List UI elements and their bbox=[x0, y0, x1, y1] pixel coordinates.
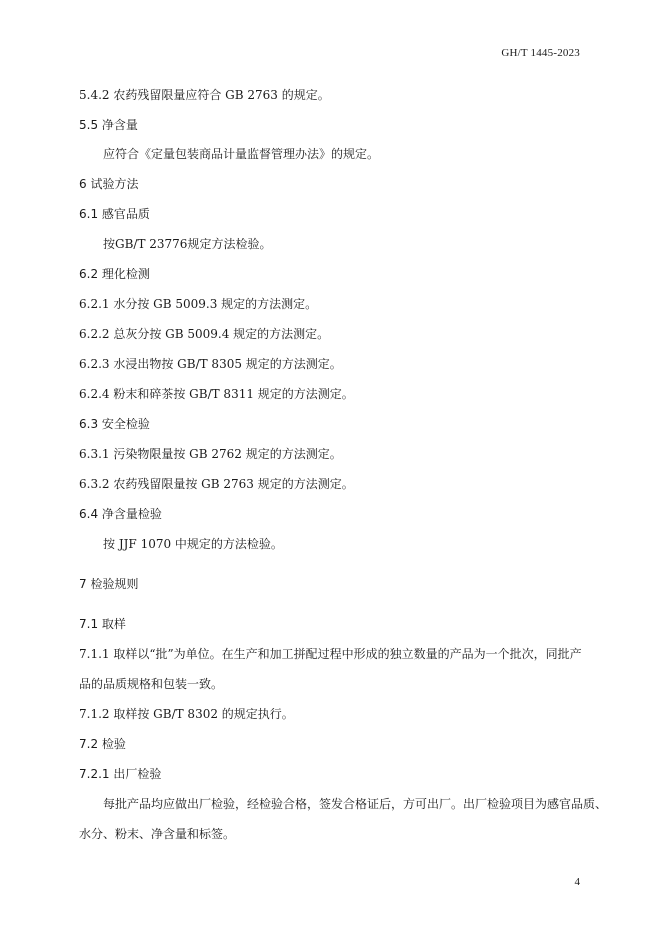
clause-5-4-2: 5.4.2 农药残留限量应符合 GB 2763 的规定。 bbox=[79, 88, 330, 102]
clause-5-5-text: 应符合《定量包装商品计量监督管理办法》的规定。 bbox=[103, 147, 380, 161]
section-7-2-heading: 7.2 检验 bbox=[79, 737, 126, 751]
clause-6-3-2: 6.3.2 农药残留限量按 GB 2763 规定的方法测定。 bbox=[79, 477, 354, 491]
section-6-3-heading: 6.3 安全检验 bbox=[79, 417, 150, 431]
clause-7-1-1-line2: 品的品质规格和包装一致。 bbox=[79, 677, 224, 691]
section-7-heading: 7 检验规则 bbox=[79, 577, 139, 591]
section-7-2-1-heading: 7.2.1 出厂检验 bbox=[79, 767, 162, 781]
standard-code-header: GH/T 1445-2023 bbox=[501, 47, 580, 59]
clause-6-2-4: 6.2.4 粉末和碎茶按 GB/T 8311 规定的方法测定。 bbox=[79, 387, 354, 401]
clause-7-1-1-line1: 7.1.1 取样以“批”为单位。在生产和加工拼配过程中形成的独立数量的产品为一个批次，同批产 bbox=[79, 647, 582, 661]
clause-6-1-text: 按GB/T 23776规定方法检验。 bbox=[103, 237, 272, 251]
page-number: 4 bbox=[574, 876, 580, 888]
clause-6-4-text: 按 JJF 1070 中规定的方法检验。 bbox=[103, 537, 283, 551]
clause-7-2-1-line1: 每批产品均应做出厂检验，经检验合格，签发合格证后，方可出厂。出厂检验项目为感官品质、 bbox=[103, 797, 608, 811]
section-7-1-heading: 7.1 取样 bbox=[79, 617, 126, 631]
section-6-4-heading: 6.4 净含量检验 bbox=[79, 507, 162, 521]
clause-6-2-3: 6.2.3 水浸出物按 GB/T 8305 规定的方法测定。 bbox=[79, 357, 342, 371]
clause-7-2-1-line2: 水分、粉末、净含量和标签。 bbox=[79, 827, 236, 841]
clause-6-2-2: 6.2.2 总灰分按 GB 5009.4 规定的方法测定。 bbox=[79, 327, 330, 341]
section-6-heading: 6 试验方法 bbox=[79, 177, 139, 191]
section-5-5-heading: 5.5 净含量 bbox=[79, 118, 138, 132]
section-6-2-heading: 6.2 理化检测 bbox=[79, 267, 150, 281]
clause-6-3-1: 6.3.1 污染物限量按 GB 2762 规定的方法测定。 bbox=[79, 447, 342, 461]
clause-7-1-2: 7.1.2 取样按 GB/T 8302 的规定执行。 bbox=[79, 707, 294, 721]
clause-6-2-1: 6.2.1 水分按 GB 5009.3 规定的方法测定。 bbox=[79, 297, 318, 311]
section-6-1-heading: 6.1 感官品质 bbox=[79, 207, 150, 221]
